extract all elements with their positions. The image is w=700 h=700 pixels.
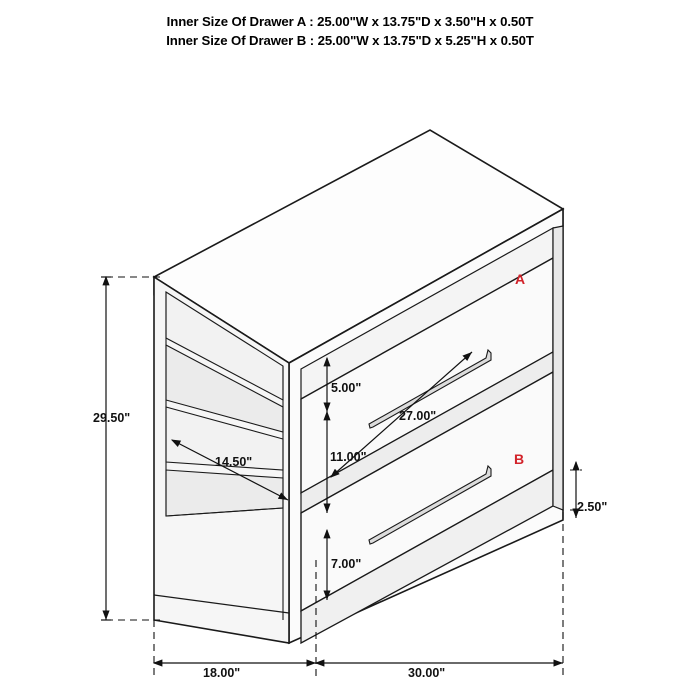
label-18-00: 18.00" [203, 666, 241, 680]
drawer-a-size-line: Inner Size Of Drawer A : 25.00"W x 13.75"D x 3.50"H x 0.50T [166, 14, 534, 29]
label-7-00: 7.00" [331, 557, 362, 571]
label-11-00: 11.00" [330, 450, 367, 464]
label-30-00: 30.00" [408, 666, 446, 680]
label-5-00: 5.00" [331, 381, 362, 395]
label-29-50: 29.50" [93, 411, 131, 425]
cabinet-right-edge [553, 226, 563, 510]
drawer-a-label: A [515, 271, 526, 287]
drawer-b-size-line: Inner Size Of Drawer B : 25.00"W x 13.75"D x 5.25"H x 0.50T [166, 33, 534, 48]
label-27-00: 27.00" [399, 409, 437, 423]
drawer-b-label: B [514, 451, 525, 467]
label-14-50: 14.50" [215, 455, 253, 469]
label-2-50: 2.50" [577, 500, 608, 514]
